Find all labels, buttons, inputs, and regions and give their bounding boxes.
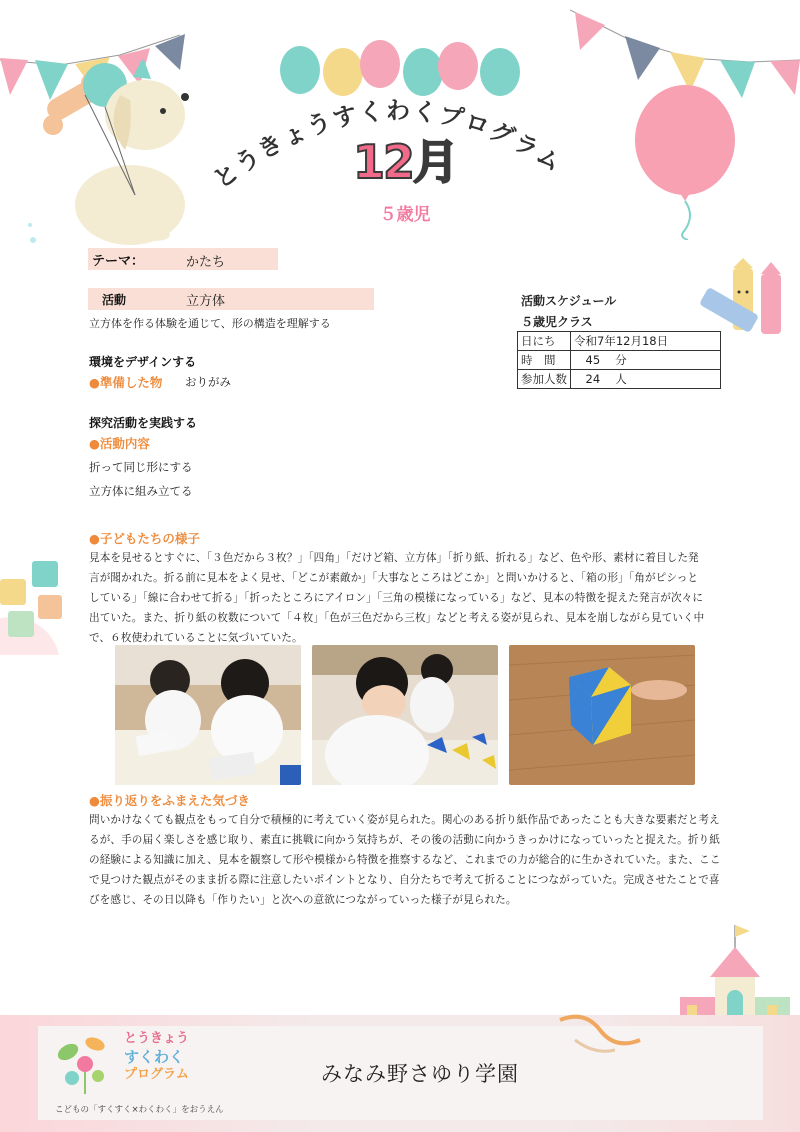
schedule-key: 日にち	[518, 332, 571, 351]
photo-children-folding	[115, 645, 301, 785]
activity-bar	[88, 288, 374, 310]
program-title-text: とうきょうすくわくプログラム	[208, 96, 568, 195]
reflection-label: ●振り返りをふまえた気づき	[89, 793, 250, 808]
program-logo-icon	[50, 1030, 120, 1096]
paragraph-line: 問いかけなくても観点をもって自分で積極的に考えていく姿が見られた。関心のある折り紙作品であったことも大きな要素だと考え	[89, 814, 720, 826]
schedule-title: 活動スケジュール	[521, 294, 617, 308]
materials-value: おりがみ	[185, 375, 231, 389]
paragraph-line: るが、手の届く楽しさを感じ取り、素直に挑戦に向かう気持ちが、その後の活動に向かうきっかけになっていったと捉えた。折り紙	[89, 834, 720, 846]
materials-label: ●準備した物	[89, 375, 163, 390]
pink-balloon-decoration	[630, 85, 750, 240]
school-name: みなみ野さゆり学園	[321, 1062, 519, 1086]
schedule-class: ５歳児クラス	[521, 315, 593, 329]
schedule-key: 参加人数	[518, 370, 571, 389]
logo-line-3: プログラム	[124, 1067, 189, 1082]
paragraph-line: びを感じ、その日以降も「作りたい」と次への意欲につながっていった様子が見られた。	[89, 894, 517, 906]
logo-line-2: すくわく	[124, 1048, 185, 1066]
theme-label: テーマ：	[92, 254, 145, 269]
schedule-value: 令和7年12月18日	[571, 332, 721, 351]
paragraph-line: の経験による知識に加え、見本を観察して形や模様から特徴を推察するなど、これまでの力が総合的に生かされていた。また、ここ	[89, 854, 721, 866]
paragraph-line: している」「線に合わせて折る」「折ったところにアイロン」「三角の模様になっている」など、見本の特徴を捉えた発言が次々に	[89, 592, 704, 604]
practice-heading: 探究活動を実践する	[89, 416, 198, 430]
children-label: ●子どもたちの様子	[89, 531, 200, 546]
logo-line-1: とうきょう	[124, 1031, 190, 1046]
puzzle-decoration	[0, 555, 80, 655]
schedule-value: 45 分	[571, 351, 721, 370]
photo-boy-folding	[312, 645, 498, 785]
logo-tagline: こどもの「すくすく×わくわく」をおうえん	[55, 1105, 224, 1115]
activity-description: 立方体を作る体験を通じて、形の構造を理解する	[89, 317, 331, 330]
environment-heading: 環境をデザインする	[89, 355, 197, 369]
paragraph-line: で、６枚使われていることに気づいていた。	[89, 632, 303, 644]
paragraph-line: で見つけた観点がそのまま折る際に注意したいポイントとなり、自分たちで考えて折ることにつながっていた。完成させたことで喜	[89, 874, 720, 886]
activity-label: 活動	[102, 293, 127, 307]
schedule-key: 時 間	[518, 351, 571, 370]
schedule-value: 24 人	[571, 370, 721, 389]
schedule-table	[517, 331, 721, 389]
paragraph-line: 言が聞かれた。折る前に見本をよく見せ、「どこが素敵か」「大事なところはどこか」と問いかけると、「箱の形」「角がピシっと	[89, 572, 699, 584]
paragraph-line: 見本を見せるとすぐに、「３色だから３枚？」「四角」「だけど箱、立方体」「折り紙、折れる」など、色や形、素材に着目した発	[89, 552, 699, 564]
schedule-row-time	[518, 351, 721, 370]
month-heading: 12月	[352, 135, 457, 189]
content-item-2: 立方体に組み立てる	[89, 484, 193, 498]
schedule-row-date	[518, 332, 721, 351]
reflection-paragraph	[89, 810, 729, 910]
photo-origami-cube	[509, 645, 695, 785]
logo-text	[124, 1030, 189, 1084]
theme-value: かたち	[186, 255, 226, 270]
children-paragraph	[89, 548, 729, 648]
age-label: ５歳児	[379, 205, 431, 225]
activity-value: 立方体	[186, 294, 226, 309]
content-label: ●活動内容	[89, 436, 150, 451]
ribbon-decoration	[555, 1010, 645, 1070]
content-item-1: 折って同じ形にする	[89, 460, 193, 474]
schedule-row-participants	[518, 370, 721, 389]
paragraph-line: 出ていた。また、折り紙の枚数について「４枚」「色が三色だから三枚」などと考える姿が見られ、見本を崩しながら見ていく中	[89, 612, 705, 624]
